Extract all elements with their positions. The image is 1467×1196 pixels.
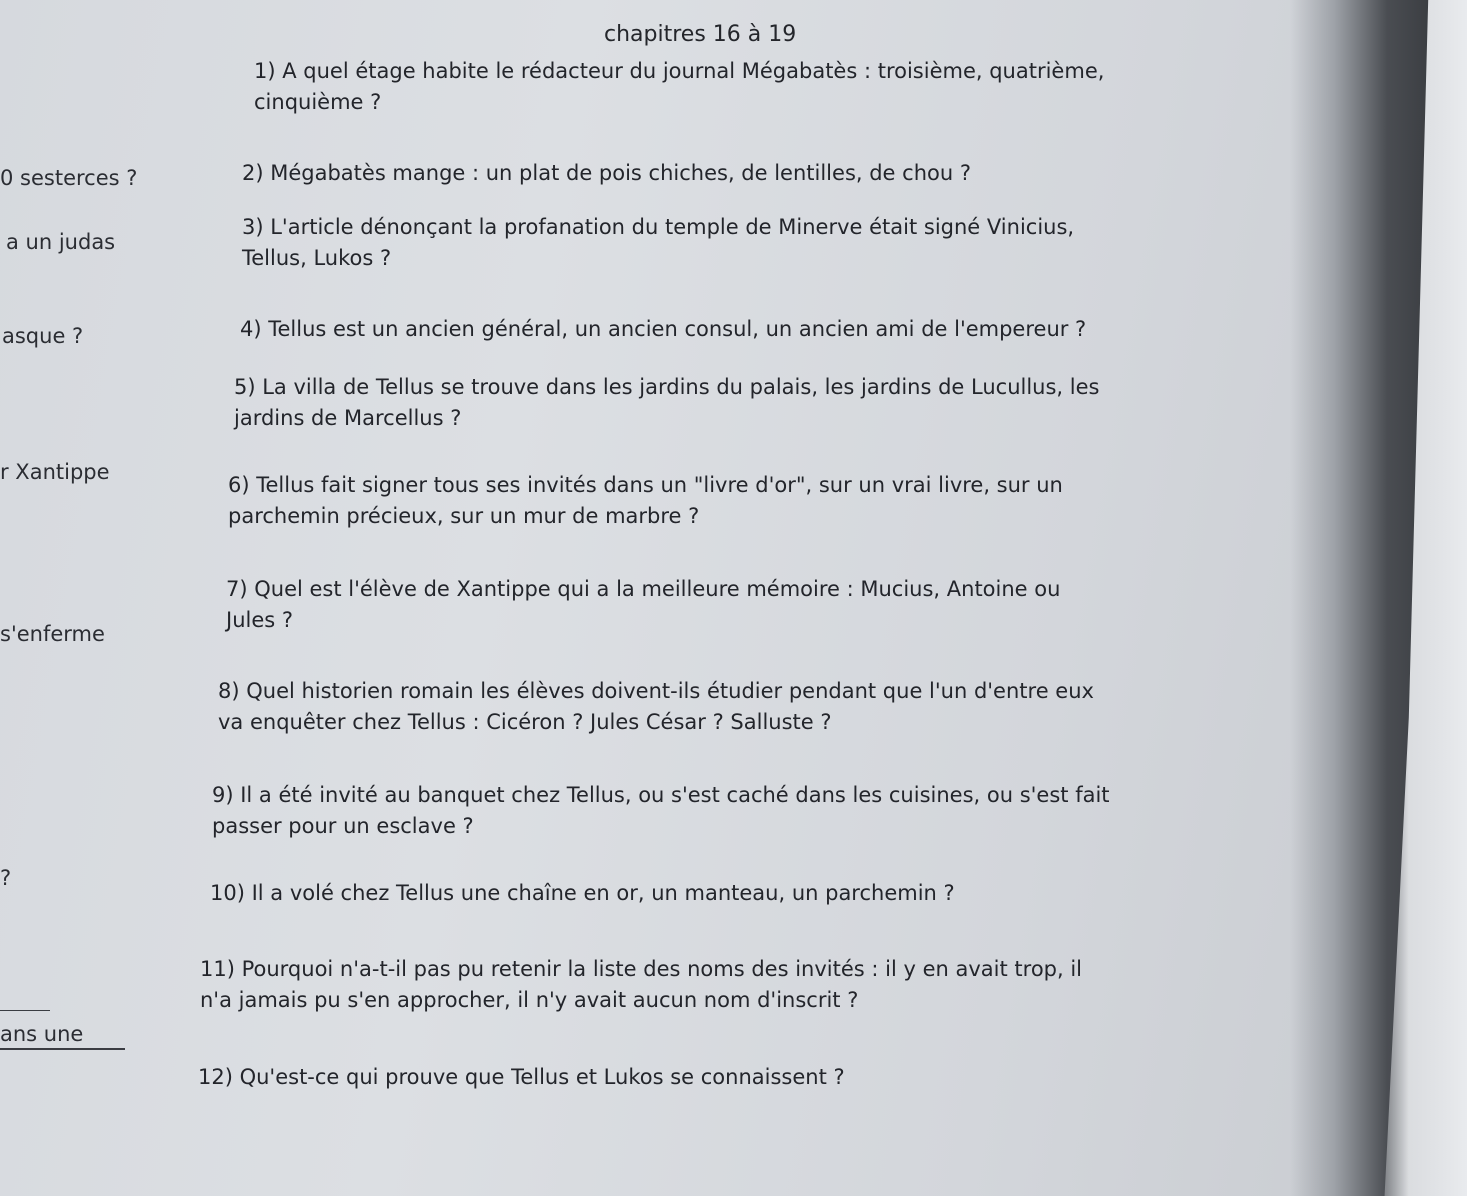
margin-underline [0, 1048, 125, 1050]
question-11 [200, 954, 1082, 1016]
question-10 [210, 878, 955, 909]
question-7 [226, 574, 1060, 636]
question-4 [240, 314, 1086, 345]
margin-fragment: 0 sesterces ? [0, 166, 138, 190]
question-line: 4) Tellus est un ancien général, un ancien consul, un ancien ami de l'empereur ? [240, 317, 1087, 341]
margin-underline [0, 1010, 50, 1011]
question-line: va enquêter chez Tellus : Cicéron ? Jules César ? Salluste ? [218, 710, 832, 734]
question-6 [228, 470, 1063, 532]
question-line: n'a jamais pu s'en approcher, il n'y avait aucun nom d'inscrit ? [200, 988, 859, 1012]
question-line: 3) L'article dénonçant la profanation du temple de Minerve était signé Vinicius, [242, 215, 1075, 239]
margin-fragment: s'enferme [0, 622, 105, 646]
question-9 [212, 780, 1110, 842]
margin-fragment: a un judas [6, 230, 116, 254]
question-line: cinquième ? [254, 90, 382, 114]
margin-fragment: ans une [0, 1022, 84, 1046]
question-2 [242, 158, 971, 189]
question-line: 8) Quel historien romain les élèves doivent-ils étudier pendant que l'un d'entre eux [218, 679, 1094, 703]
margin-fragment: asque ? [2, 324, 84, 348]
question-line: 2) Mégabatès mange : un plat de pois chiches, de lentilles, de chou ? [242, 161, 971, 185]
question-line: 5) La villa de Tellus se trouve dans les jardins du palais, les jardins de Lucullus, les [234, 375, 1100, 399]
question-line: 1) A quel étage habite le rédacteur du journal Mégabatès : troisième, quatrième, [254, 59, 1105, 83]
question-line: passer pour un esclave ? [212, 814, 474, 838]
question-3 [242, 212, 1074, 274]
page-title: chapitres 16 à 19 [604, 22, 797, 47]
question-line: 12) Qu'est-ce qui prouve que Tellus et Lukos se connaissent ? [198, 1065, 845, 1089]
question-5 [234, 372, 1099, 434]
question-12 [198, 1062, 845, 1093]
question-line: 7) Quel est l'élève de Xantippe qui a la meilleure mémoire : Mucius, Antoine ou [226, 577, 1061, 601]
question-line: 6) Tellus fait signer tous ses invités dans un "livre d'or", sur un vrai livre, sur un [228, 473, 1063, 497]
question-line: Tellus, Lukos ? [242, 246, 392, 270]
question-1 [254, 56, 1104, 118]
question-line: parchemin précieux, sur un mur de marbre ? [228, 504, 700, 528]
margin-fragment: r Xantippe [0, 460, 110, 484]
question-line: 9) Il a été invité au banquet chez Tellus, ou s'est caché dans les cuisines, ou s'est fait [212, 783, 1110, 807]
question-line: Jules ? [226, 608, 294, 632]
margin-fragment: ? [0, 866, 12, 890]
question-8 [218, 676, 1094, 738]
question-line: 11) Pourquoi n'a-t-il pas pu retenir la liste des noms des invités : il y en avait trop, il [200, 957, 1083, 981]
question-line: 10) Il a volé chez Tellus une chaîne en or, un manteau, un parchemin ? [210, 881, 955, 905]
question-line: jardins de Marcellus ? [234, 406, 462, 430]
